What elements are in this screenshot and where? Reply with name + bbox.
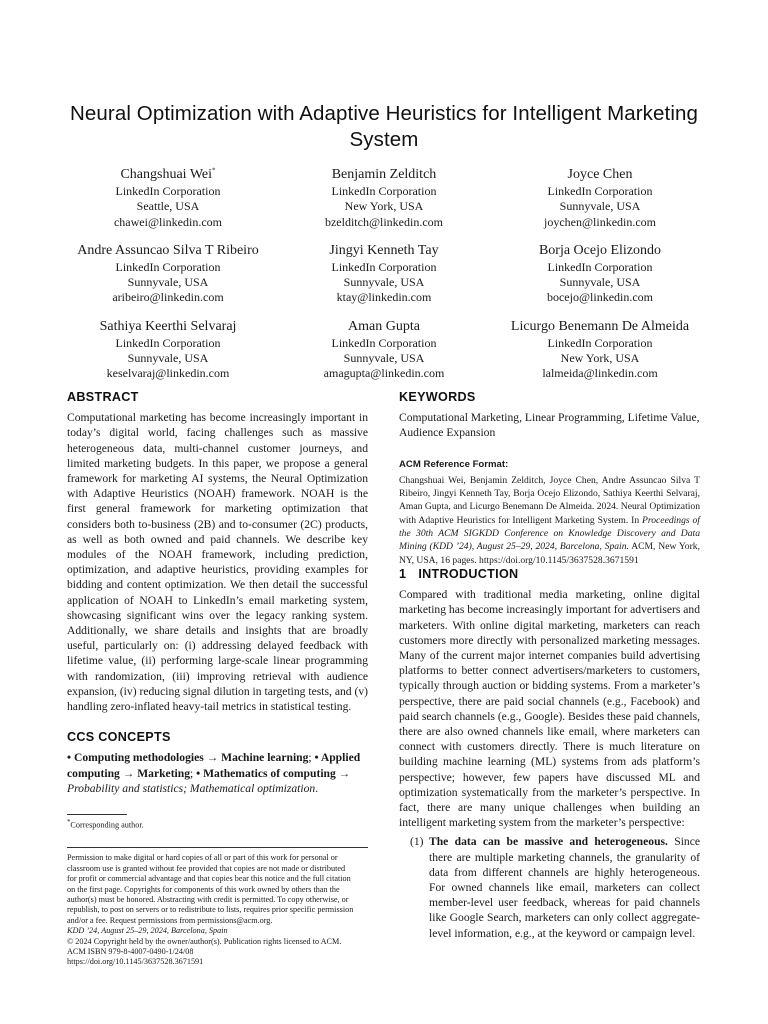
ccs-subconcepts: Probability and statistics; Mathematical optimization [67, 781, 316, 795]
author-org: LinkedIn Corporation [115, 259, 221, 274]
ccs-concept: • Computing methodologies → Machine learning [67, 751, 309, 765]
keywords-heading: KEYWORDS [399, 390, 476, 404]
author-name: Changshuai Wei* [120, 166, 216, 182]
author-email: joychen@linkedin.com [543, 214, 657, 229]
paper-title: Neural Optimization with Adaptive Heuristics for Intelligent Marketing System [70, 102, 698, 151]
keywords-text: Computational Marketing, Linear Programming, Lifetime Value, Audience Expansion [399, 411, 700, 440]
footnote-divider [67, 814, 127, 815]
author-card [60, 242, 276, 306]
permission-line: classroom use is granted without fee provided that copies are not made or distributed [67, 863, 346, 873]
author-card [276, 166, 492, 230]
author-org: LinkedIn Corporation [331, 259, 437, 274]
author-location: New York, USA [344, 199, 424, 214]
abstract-heading: ABSTRACT [67, 390, 139, 404]
author-card [60, 318, 276, 382]
author-name: Jingyi Kenneth Tay [329, 242, 439, 258]
copyright-line: © 2024 Copyright held by the owner/author(s). Publication rights licensed to ACM. [67, 936, 342, 946]
author-org: LinkedIn Corporation [115, 184, 221, 198]
permission-line: Permission to make digital or hard copies of all or part of this work for personal or [67, 853, 338, 863]
author-location: Sunnyvale, USA [559, 199, 641, 214]
author-org: LinkedIn Corporation [547, 335, 653, 350]
author-name: Licurgo Benemann De Almeida [510, 318, 690, 334]
author-card [276, 318, 492, 382]
author-org: LinkedIn Corporation [331, 335, 437, 350]
ccs-concept: • Mathematics of computing → [196, 766, 351, 780]
permission-block [67, 853, 368, 967]
permission-line: republish, to post on servers or to redistribute to lists, requires prior specific permission [67, 905, 354, 915]
author-location: Sunnyvale, USA [343, 275, 425, 290]
author-name: Borja Ocejo Elizondo [538, 242, 662, 258]
list-number: (1) [410, 835, 424, 849]
right-column [399, 390, 700, 941]
author-footnote-mark: * [212, 166, 216, 175]
isbn-line: ACM ISBN 979-8-4007-0490-1/24/08 [67, 946, 194, 956]
author-location: Sunnyvale, USA [559, 275, 641, 290]
section-number: 1 [399, 566, 407, 581]
author-card [492, 166, 708, 230]
ccs-concept: • Applied computing → Marketing [67, 751, 361, 780]
author-row [60, 318, 708, 382]
list-text: The data can be massive and heterogeneous. Since there are multiple marketing channels, the granularity of data from different channels are highly heterogeneous. For owned channels like email, marketers can collect member-level user feedback, whereas for paid channels like Google Search, marketers can only collect aggregate-level information, e.g., at the keyword or campaign level. [429, 835, 701, 940]
acm-reference-text: Changshuai Wei, Benjamin Zelditch, Joyce Chen, Andre Assuncao Silva T Ribeiro, Jingyi Kenneth Tay, Borja Ocejo Elizondo, Sathiya Keerthi Selvaraj, Aman Gupta, and Licurgo Benemann De Almeida. 2024. Neural Optimization with Adaptive Heuristics for Intelligent Marketing System. In Proceedings of the 30th ACM SIGKDD Conference on Knowledge Discovery and Data Mining (KDD ’24), August 25–29, 2024, Barcelona, Spain. ACM, New York, NY, USA, 16 pages. https://doi.org/10.1145/3637528.3671591 [399, 474, 700, 566]
author-email: bocejo@linkedin.com [546, 290, 654, 305]
introduction-heading: 1 INTRODUCTION [399, 566, 519, 581]
footnote: *Corresponding author. [67, 819, 144, 830]
author-location: Sunnyvale, USA [127, 275, 209, 290]
author-name: Joyce Chen [567, 167, 633, 182]
ccs-heading: CCS CONCEPTS [67, 730, 171, 745]
author-row [60, 166, 708, 230]
author-email: amagupta@linkedin.com [323, 366, 445, 381]
author-org: LinkedIn Corporation [115, 335, 221, 350]
author-email: ktay@linkedin.com [336, 290, 432, 305]
author-location: Seattle, USA [136, 199, 200, 214]
author-org: LinkedIn Corporation [547, 184, 653, 198]
abstract-text: Computational marketing has become increasingly important in today’s digital world, facing challenges such as massive heterogeneous data, multi-channel customer journeys, and limited marketing budgets. In this paper, we propose a general framework for marketing AI systems, the Neural Optimization with Adaptive Heuristics (NOAH) framework. NOAH is the first general framework for marketing optimization that considers both to-business (2B) and to-consumer (2C) products, as well as both owned and paid channels. We describe key modules of the NOAH framework, including prediction, optimization, and adaptive heuristics, providing examples for bidding and content optimization. We then detail the successful application of NOAH to LinkedIn’s email marketing system, showcasing significant wins over the legacy ranking system. Additionally, we share details and insights that are broadly useful, particularly on: (i) addressing delayed feedback with lifetime value, (ii) performing large-scale linear programming with randomization, (iii) improving retrieval with audience expansion, (iv) reducing signal dilution in targeting tests, and (v) handling zero-inflated heavy-tail metrics in statistical testing. [67, 411, 368, 714]
author-email: lalmeida@linkedin.com [542, 366, 658, 381]
author-location: Sunnyvale, USA [127, 351, 209, 366]
permission-line: on the first page. Copyrights for components of this work owned by others than the [67, 884, 340, 894]
permission-line: for profit or commercial advantage and that copies bear this notice and the full citation [67, 874, 351, 884]
author-email: bzelditch@linkedin.com [324, 214, 444, 229]
ccs-section [67, 730, 368, 796]
venue-line: KDD ’24, August 25–29, 2024, Barcelona, Spain [67, 926, 228, 936]
author-card [276, 242, 492, 306]
author-name: Andre Assuncao Silva T Ribeiro [77, 242, 259, 258]
author-card [60, 166, 276, 230]
author-location: New York, USA [560, 351, 640, 366]
proceedings-title: Proceedings of the 30th ACM SIGKDD Conference on Knowledge Discovery and Data Mining (KDD ’24), August 25–29, 2024, Barcelona, Spain. [399, 514, 700, 553]
author-location: Sunnyvale, USA [343, 351, 425, 366]
permission-divider [67, 847, 368, 848]
author-email: aribeiro@linkedin.com [112, 290, 224, 305]
author-card [492, 242, 708, 306]
author-block [60, 166, 708, 394]
permission-line: author(s) must be honored. Abstracting with credit is permitted. To copy otherwise, or [67, 894, 349, 904]
author-row [60, 242, 708, 306]
author-card [492, 318, 708, 382]
doi-link[interactable]: https://doi.org/10.1145/3637528.3671591 [67, 957, 204, 967]
introduction-text: Compared with traditional media marketing, online digital marketing has become increasingly important for advertisers and marketers. With online digital marketing, marketers can reach customers more directly with personalized marketing messages. Many of the current major internet companies build advertising platforms to better connect advertisers/marketers to customers, typically through auction or bidding systems. From a marketer’s perspective, there are paid social channels (e.g., Facebook) and paid search channels (e.g., Google). Besides these paid channels, there are also owned channels like email, where marketers can connect with customers directly. There is much literature on building machine learning (ML) systems from ads platform’s perspective; however, few papers have discussed ML and optimization systematically from the marketer’s perspective. In fact, there are many unique challenges when building an intelligent marketing system from the marketer’s perspective: [399, 588, 701, 830]
footnote-mark: * [67, 819, 71, 827]
acm-reference-heading: ACM Reference Format: [399, 458, 509, 470]
author-org: LinkedIn Corporation [547, 259, 653, 274]
list-item-title: The data can be massive and heterogeneous. [429, 835, 668, 849]
author-org: LinkedIn Corporation [331, 184, 437, 198]
ccs-text: • Computing methodologies → Machine learning; • Applied computing → Marketing; • Mathematics of computing → Probability and statistics; Mathematical optimization. [67, 751, 361, 795]
author-email: chawei@linkedin.com [113, 214, 223, 229]
author-name: Aman Gupta [348, 318, 420, 334]
author-name: Benjamin Zelditch [331, 167, 437, 182]
author-email: keselvaraj@linkedin.com [106, 366, 230, 381]
list-item [399, 834, 700, 940]
permission-line: and/or a fee. Request permissions from permissions@acm.org. [67, 915, 273, 925]
author-name: Sathiya Keerthi Selvaraj [99, 318, 237, 334]
left-column [67, 390, 368, 968]
